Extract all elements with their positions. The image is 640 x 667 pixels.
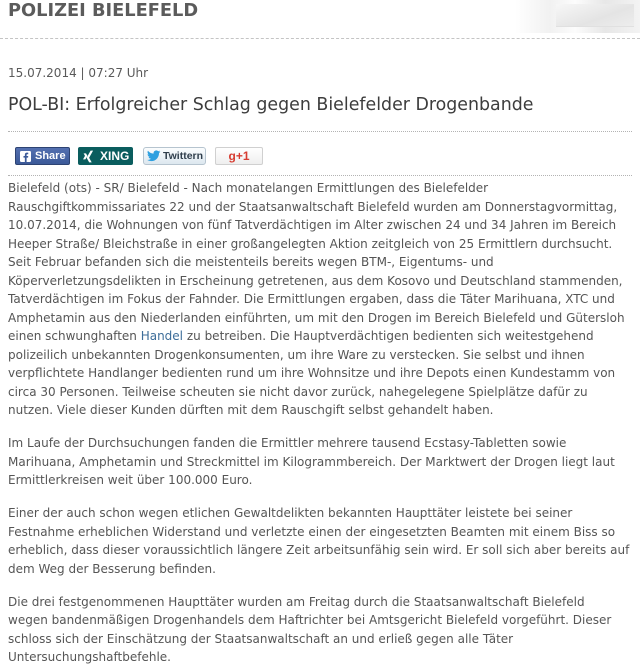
paragraph-line: schloss sich der Einschätzung der Staatsanwaltschaft an und erließ gegen alle Täter [8, 631, 514, 646]
google-plus-button[interactable] [215, 147, 263, 165]
twitter-share-label: Twittern [163, 150, 204, 162]
divider [8, 131, 632, 132]
paragraph-line: Marihuana, Amphetamin und Streckmittel im Kilogrammbereich. Der Marktwert der Drogen liegt laut [8, 454, 615, 469]
paragraph-line: Festnahme erheblichen Widerstand und verletzte einen der eingesetzten Beamten mit einem Biss so [8, 524, 616, 539]
article-paragraph [8, 593, 640, 667]
paragraph-line: wegen bandenmäßigen Drogenhandels dem Haftrichter bei Amtsgericht Bielefeld vorgeführt. Dieser [8, 613, 612, 627]
twitter-bird-icon [147, 150, 161, 162]
paragraph-line [8, 327, 640, 346]
handel-link[interactable]: Handel [140, 329, 184, 343]
line-text: einen schwunghaften [8, 329, 141, 343]
site-header [0, 0, 640, 39]
facebook-share-button[interactable] [15, 147, 70, 165]
header-banner-image [515, 0, 640, 33]
facebook-icon [20, 151, 31, 162]
twitter-share-button[interactable] [143, 147, 206, 165]
article-paragraph [8, 504, 640, 578]
paragraph-line: Im Laufe der Durchsuchungen fanden die Ermittler mehrere tausend Ecstasy-Tabletten sowie [8, 436, 567, 450]
paragraph-line: 10.07.2014, die Wohnungen von fünf Tatverdächtigen im Alter zwischen 24 und 34 Jahren im Bereich [8, 218, 617, 232]
article-paragraph [8, 434, 640, 490]
paragraph-line: circa 30 Personen. Teilweise scheuten sie nicht davor zurück, nahegelegene Spielplätze dafür zu [8, 384, 588, 399]
article-body [0, 179, 640, 667]
paragraph-line: Einer der auch schon wegen etlichen Gewaltdelikten bekannten Haupttäter leistete bei seiner [8, 506, 573, 520]
paragraph-line: Amphetamin aus den Niederlanden einführten, um mit den Drogen im Bereich Bielefeld und Gütersloh [8, 310, 625, 325]
google-plus-label: g+1 [228, 149, 250, 163]
paragraph-line: Ermittlerkreisen weit über 100.000 Euro. [8, 473, 253, 487]
site-name[interactable]: POLIZEI BIELEFELD [8, 0, 199, 21]
paragraph-line: nutzen. Viele dieser Kunden dürften mit dem Rauschgift selbst gehandelt haben. [8, 403, 494, 417]
paragraph-line: erheblich, dass dieser voraussichtlich längere Zeit arbeitsunfähig sein wird. Er soll sich aber bereits auf [8, 543, 630, 557]
paragraph-line: Die drei festgenommenen Haupttäter wurden am Freitag durch die Staatsanwaltschaft Bielefeld [8, 594, 585, 609]
paragraph-line: Untersuchungshaftbefehle. [8, 650, 171, 664]
paragraph-line: dem Weg der Besserung befinden. [8, 561, 216, 576]
article-paragraph [8, 179, 640, 420]
paragraph-line: Heeper Straße/ Bleichstraße in einer großangelegten Aktion zeitgleich von 25 Ermittlern durchsucht. [8, 236, 613, 251]
paragraph-line: Tatverdächtigen im Fokus der Fahnder. Die Ermittlungen ergaben, dass die Täter Marihuana, XTC und [8, 292, 615, 306]
facebook-share-label: Share [35, 150, 66, 162]
paragraph-line: polizeilich unbekannten Drogenkonsumenten, um ihre Ware zu verstecken. Sie selbst und ihnen [8, 347, 585, 362]
xing-icon [82, 150, 95, 163]
xing-share-button[interactable] [78, 147, 133, 165]
article-date: 15.07.2014 | 07:27 Uhr [8, 66, 149, 80]
divider [8, 175, 632, 176]
article-title: POL-BI: Erfolgreicher Schlag gegen Bielefelder Drogenbande [8, 95, 534, 115]
line-text: zu betreiben. Die Hauptverdächtigen bedienten sich weitestgehend [183, 329, 594, 343]
xing-share-label: XING [100, 149, 130, 163]
paragraph-line: Köperverletzungsdelikten in Erscheinung getretenen, aus dem Kosovo und Deutschland stammenden, [8, 273, 623, 288]
paragraph-line: Rauschgiftkommissariates 22 und der Staatsanwaltschaft Bielefeld wurden am Donnerstagvormittag, [8, 199, 618, 214]
share-bar [0, 147, 640, 165]
paragraph-line: verpflichtete Handlanger bedienten rund um ihre Wohnsitze und ihre Depots einen Kundestamm von [8, 366, 616, 380]
paragraph-line: Bielefeld (ots) - SR/ Bielefeld - Nach monatelangen Ermittlungen des Bielefelder [8, 181, 489, 195]
paragraph-line: Seit Februar befanden sich die meistenteils bereits wegen BTM-, Eigentums- und [8, 255, 494, 269]
